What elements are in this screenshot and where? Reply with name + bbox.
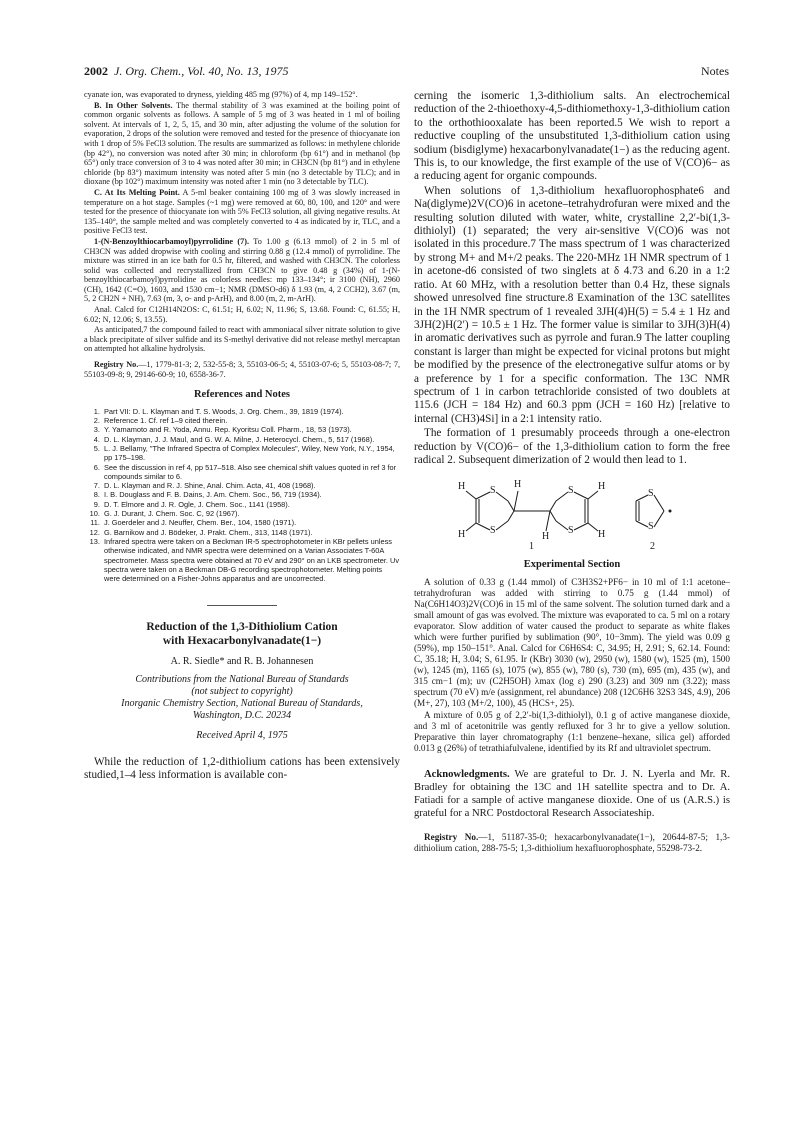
reference-item: 6. See the discussion in ref 4, pp 517–518. Also see chemical shift values quoted in ref 3 for compounds similar to 6. [102,463,400,482]
registry-head: Registry No. [424,831,479,842]
aff-line: Washington, D.C. 20234 [192,710,292,722]
atom-h: H [458,529,466,541]
title-line-1: Reduction of the 1,3-Dithiolium Cation [146,621,338,634]
affiliation [84,674,400,722]
atom-s: S [568,485,574,497]
exp-para-2: A mixture of 0.05 g of 2,2′-bi(1,3-dithiolyl), 0.1 g of active manganese dioxide, and 3 ml of acetonitrile was gently refluxed for 3 hr to give a yellow solution. Preparative thin layer chromatography (1:1 benzene–hexane, silica gel) afforded 0.013 g (26%) of tetrathiafulvalene, identified by its Rf and ultraviolet spectrum. [414,709,730,753]
atom-h: H [542,531,550,543]
received-date: Received April 4, 1975 [196,730,288,742]
para-other-solvents [84,101,400,187]
registry-right [414,832,730,854]
reference-item: 12. G. Barnikow and J. Bödeker, J. Prakt. Chem., 313, 1148 (1971). [102,528,400,537]
compound-label-2: 2 [650,541,655,553]
reference-item: 9. D. T. Elmore and J. R. Ogle, J. Chem. Soc., 1141 (1958). [102,500,400,509]
para-melting-point [84,188,400,236]
page-number: 2002 [84,64,108,78]
para-compound-7 [84,237,400,304]
para-text: To 1.00 g (6.13 mmol) of 2 in 5 ml of CH3CN was added dropwise with cooling and stirring 0.88 g (12.4 mmol) of pyrrolidine. The mixture was stirred in an ice bath for 0.5 hr, filtered, and washed with CH3CN. The colorless solid was collected and recrystallized from CH3CN to give 0.48 g (34%) of 1-(N-benzoylthiocarbamoyl)pyrrolidine as colorless needles: mp 133–134°; ir 3100 (NH), 2960 (CH), 1642 (C=O), 1603, and 1530 cm−1; NMR (DMSO-d6) δ 1.93 (m, 4, 2 CCH2), 3.67 (m, 5, 2 CH2N + NH), 7.63 (m, 3, o- and p-ArH), and 8.00 (m, 2, m-ArH). [84,236,401,304]
atom-s: S [648,488,654,500]
acknowledgments [414,768,730,820]
registry-text: —1, 1779-81-3; 2, 532-55-8; 3, 55103-06-5; 4, 55103-07-6; 5, 55103-08-7; 7, 55103-09-8; 9, 29146-60-9; 10, 6558-36-7. [84,360,401,379]
right-column [414,90,730,855]
reference-list [84,407,400,584]
atom-h: H [598,529,606,541]
reference-item: 13. Infrared spectra were taken on a Beckman IR-5 spectrophotometer in KBr pellets unless otherwise indicated, and NMR spectra were determined on a Varian Associates T-60A spectrometer. Mass spectra were obtained at 70 eV and 290° on an LKB spectrometer. Uv spectra were taken on a Beckman DB-G recording spectrophotometer. Melting points were determined on a Fisher-Johns apparatus and are uncorrected. [102,537,400,583]
reference-item: 11. J. Goerdeler and J. Neuffer, Chem. Ber., 104, 1580 (1971). [102,518,400,527]
para-text: The thermal stability of 3 was examined at the boiling point of common organic solvents as follows. A sample of 5 mg of 3 was heated in 1 ml of boiling solvent. At intervals of 1, 2, 5, 15, and 30 min, after adjusting the volume of the solution for evaporation, 2 drops of the solution were removed and tested for the presence of thiocyanate ion with 1 drop of 5% FeCl3 solution. The results are summarized as follows: in methylene chloride (bp 42°), no conversion was noted after 30 min; in chloroform (bp 61°) and in methanol (bp 65°) only trace conversion of 3 to 4 was noted after 30 min; in CH3CN (bp 81°) and in ethylene chloride (bp 83°) maximum intensity was noted after 5 min (no 3 detectable by TLC); and in dioxane (bp 102°) maximum intensity was noted after 1 min (no 3 detectable by TLC). [84,100,400,187]
reference-item: 3. Y. Yamamoto and R. Yoda, Annu. Rep. Kyoritsu Coll. Pharm., 18, 53 (1973). [102,425,400,434]
para-results: When solutions of 1,3-dithiolium hexafluorophosphate6 and Na(diglyme)2V(CO)6 in acetone–tetrahydrofuran were mixed and the resulting solution diluted with water, white, crystalline 2,2′-bi(1,3-dithiolyl) (1) separated; the very air-sensitive V(CO)6 was not isolated in this procedure.7 The mass spectrum of 1 was characterized by strong M+ and M+/2 peaks. The 220-MHz 1H NMR spectrum of 1 in acetone-d6 consisted of two singlets at δ 4.73 and 6.20 in a 1:2 ratio. At 60 MHz, with a resolution better than 0.4 Hz, these signals showed unresolved fine structure.8 Examination of the 13C satellites in the 1H NMR spectrum of 1 revealed 3JH(4)H(5) = 5.4 ± 1 Hz and 3JH(2)H(2′) = 10.5 ± 1 Hz. The former value is similar to 3JH(3)H(4) in aromatic derivatives such as pyrrole and furan.9 The latter coupling constant is larger than might be expected for vicinal protons but might be modified by the presence of the electronegative sulfur atoms or by a preference by 1 for a specific conformation. The 13C NMR spectrum of 1 in carbon tetrachloride consisted of two doublets at 115.6 (JCH = 184 Hz) and 60.3 ppm (JCH = 160 Hz) [relative to internal (CH3)4Si] in a 2:1 intensity ratio. [414,184,730,425]
exp-para-1: A solution of 0.33 g (1.44 mmol) of C3H3S2+PF6− in 10 ml of 1:1 acetone–tetrahydrofuran was added with stirring to 0.75 g (1.44 mmol) of Na(C6H14O3)2V(CO)6 in 15 ml of the same solvent. The solution turned dark and a small amount of gas was evolved. The mixture was evaporated to ca. 5 ml on a rotary evaporator. Slow addition of water caused the product to separate as white flakes which were further purified by sublimation (90°, 10−3mm). The yield was 0.09 g (59%), mp 150–151°. Anal. Calcd for C6H6S4: C, 34.95; H, 2.91; S, 62.14. Found: C, 35.18; H, 3.04; S, 61.95. Ir (KBr) 3030 (w), 2950 (w), 1580 (w), 1525 (m), 1500 (w), 1245 (m), 1165 (s), 1075 (w), 855 (w), 780 (s), 730 (m), 695 (m), 435 (w), and 315 cm−1 (m); uv (C2H5OH) λmax (log ε) 290 (3.23) and 309 nm (3.22); mass spectrum (70 eV) m/e (assignment, rel abundance) 208 (12C6H6 32S3 34S, 4.9), 206 (M+, 27), 103 (M+/2, 100), 45 (HCS+, 25). [414,576,730,708]
ack-text: We are grateful to Dr. J. N. Lyerla and Mr. R. Bradley for obtaining the 13C and 1H satellite spectra and to Dr. A. Fatiadi for a sample of active manganese dioxide. One of us (A.R.S.) is grateful for a NRC Postdoctoral Research Associateship. [414,768,730,819]
reference-item: 4. D. L. Klayman, J. J. Maul, and G. W. A. Milne, J. Heterocycl. Chem., 5, 517 (1968). [102,435,400,444]
registry-head: Registry No. [94,360,139,370]
left-column [84,90,400,783]
section-name: Notes [701,64,729,78]
structure-figure [414,471,730,553]
authors: A. R. Siedle* and R. B. Johannesen [170,656,314,668]
divider [207,605,277,606]
reference-item: 5. L. J. Bellamy, "The Infrared Spectra of Complex Molecules", Wiley, New York, N.Y., 1954, pp 175–198. [102,444,400,463]
intro-para: While the reduction of 1,2-dithiolium cations has been extensively studied,1–4 less information is available con- [84,755,400,782]
atom-h: H [514,479,522,491]
aff-line: Inorganic Chemistry Section, National Bureau of Standards, [121,698,363,710]
refs-title: References and Notes [193,389,291,401]
subhead-melting-point: C. At Its Melting Point. [94,187,180,197]
registry-left [84,360,400,379]
subhead-other-solvents: B. In Other Solvents. [94,100,173,110]
title-line-2: with Hexacarbonylvanadate(1−) [162,635,322,648]
subhead-compound-7: 1-(N-Benzoylthiocarbamoyl)pyrrolidine (7). [94,236,250,246]
para-anticipated: As anticipated,7 the compound failed to react with ammoniacal silver nitrate solution to give a black precipitate of silver sulfide and its S-methyl derivative did not release methyl mercaptan on attempted hot alkaline hydrolysis. [84,325,400,354]
atom-s: S [568,525,574,537]
reference-item: 2. Reference 1. Cf. ref 1–9 cited therein. [102,416,400,425]
atom-s: S [490,525,496,537]
aff-line: Contributions from the National Bureau of Standards [135,674,349,686]
reference-item: 7. D. L. Klayman and R. J. Shine, Anal. Chim. Acta, 41, 408 (1968). [102,481,400,490]
experimental-title: Experimental Section [523,559,621,571]
reference-item: 8. I. B. Douglass and F. B. Dains, J. Am. Chem. Soc., 56, 719 (1934). [102,490,400,499]
running-header [84,64,729,80]
article-title [84,620,400,648]
ack-head: Acknowledgments. [424,768,510,780]
para-anal: Anal. Calcd for C12H14N2OS: C, 61.51; H, 6.02; N, 11.96; S, 13.68. Found: C, 61.55; H, 6.02; N, 12.06; S, 13.55). [84,305,400,324]
journal-citation: J. Org. Chem., Vol. 40, No. 13, 1975 [114,64,289,78]
reference-item: 1. Part VII: D. L. Klayman and T. S. Woods, J. Org. Chem., 39, 1819 (1974). [102,407,400,416]
atom-s: S [648,521,654,533]
atom-h: H [458,481,466,493]
registry-text: —1, 51187-35-0; hexacarbonylvanadate(1−), 20644-87-5; 1,3-dithiolium cation, 288-75-5; 1,3-dithiolium hexafluorophosphate, 55298-73-2. [414,831,730,853]
para-text: A 5-ml beaker containing 100 mg of 3 was slowly increased in temperature on a hot stage. Samples (~1 mg) were removed at 60, 80, 100, and 120° and were tested for the presence of thiocyanate ion with 5% FeCl3 solution, all giving negative results. At 135–140°, the sample melted and was completely converted to 4 as indicated by ir, TLC, and a positive FeCl3 test. [84,187,400,236]
compound-label-1: 1 [529,541,534,553]
atom-h: H [598,481,606,493]
reference-item: 10. G. J. Durant, J. Chem. Soc. C, 92 (1967). [102,509,400,518]
para-intro-cont: cerning the isomeric 1,3-dithiolium salts. An electrochemical reduction of the 2-thioethoxy-4,5-dithiomethoxy-1,3-dithiolium cation to the orthothiooxalate has been reported.5 We wish to report a reductive coupling of the unsubstituted 1,3-dithiolium cation using sodium (bisdiglyme) hexacarbonylvanadate(1−) as the reducing agent. This is, to our knowledge, the first example of the use of V(CO)6− as a reducing agent for organic compounds. [414,90,730,183]
header-left [84,64,289,79]
para-mechanism: The formation of 1 presumably proceeds through a one-electron reduction by V(CO)6− of the 1,3-dithiolium cation to form the free radical 2. Subsequent dimerization of 2 would then lead to 1. [414,427,730,466]
aff-line: (not subject to copyright) [191,686,293,698]
para-continuation: cyanate ion, was evaporated to dryness, yielding 485 mg (97%) of 4, mp 149–152°. [84,90,358,99]
atom-s: S [490,485,496,497]
